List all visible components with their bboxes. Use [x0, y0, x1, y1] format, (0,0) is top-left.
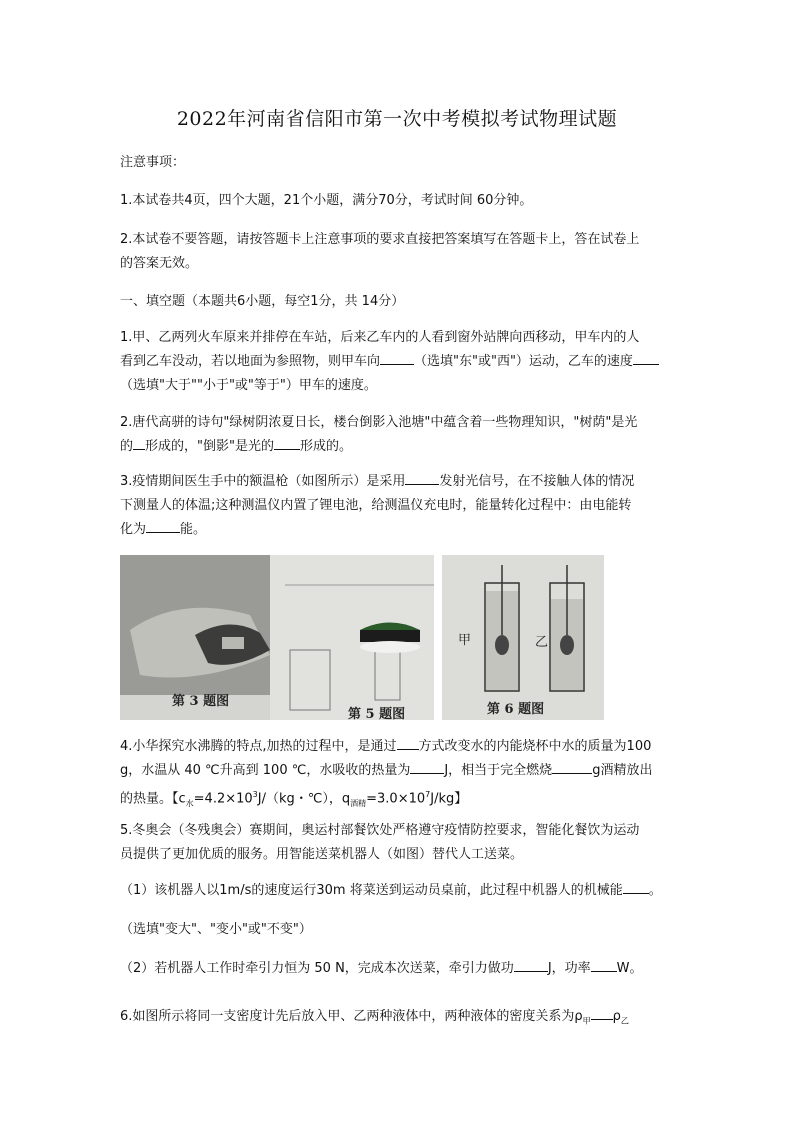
figure-q3-q5-drawing	[120, 555, 434, 720]
notice-heading: 注意事项：	[120, 155, 186, 170]
notice-item-1: 1.本试卷共4页，四个大题，21个小题，满分70分，考试时间 60分钟。	[120, 193, 533, 208]
notice-item-2: 2.本试卷不要答题，请按答题卡上注意事项的要求直接把答案填写在答题卡上，答在试卷上 的答案无效。	[120, 232, 640, 271]
question-5-part-1-hint: （选填"变大"、"变小"或"不变"）	[120, 922, 312, 937]
answer-blank[interactable]	[514, 957, 548, 972]
question-2: 2.唐代高骈的诗句"绿树阴浓夏日长，楼台倒影入池塘"中蕴含着一些物理知识，"树荫"是光 的 形成的，"倒影"是光的 形成的。	[120, 415, 638, 454]
caption-fig-6: 第 6 题图	[487, 702, 545, 717]
caption-fig-3: 第 3 题图	[172, 694, 230, 709]
answer-blank[interactable]	[633, 350, 659, 365]
question-1: 1.甲、乙两列火车原来并排停在车站，后来乙车内的人看到窗外站牌向西移动，甲车内的人 看到乙车没动，若以地面为参照物，则甲车向 （选填"东"或"西"）运动，乙车的速度 （选填"大于""小于"或"等于"）甲车的速度。	[120, 326, 680, 398]
answer-blank[interactable]	[410, 759, 444, 774]
answer-blank[interactable]	[380, 350, 414, 365]
figure-q6	[442, 555, 604, 720]
answer-blank[interactable]	[591, 957, 617, 972]
answer-blank[interactable]	[397, 735, 419, 750]
label-yi: 乙	[535, 635, 549, 650]
label-jia: 甲	[458, 633, 472, 648]
figure-q3-q5	[120, 555, 434, 720]
hotplate-icon	[360, 630, 420, 642]
question-6: 6.如图所示将同一支密度计先后放入甲、乙两种液体中，两种液体的密度关系为$\rho_甲$ $\rho_乙$	[120, 1005, 690, 1034]
answer-blank[interactable]	[146, 518, 180, 533]
question-3: 3.疫情期间医生手中的额温枪（如图所示）是采用 发射光信号，在不接触人体的情况 下测量人的体温;这种测温仪内置了锂电池，给测温仪充电时，能量转化过程中：由电能转 化为 能。	[120, 470, 680, 542]
question-5-stem: 5.冬奥会（冬残奥会）赛期间，奥运村部餐饮处严格遵守疫情防控要求，智能化餐饮为运动 员提供了更加优质的服务。用智能送菜机器人（如图）替代人工送菜。	[120, 823, 640, 862]
question-4: 4.小华探究水沸腾的特点,加热的过程中，是通过 方式改变水的内能烧杯中水的质量为100 g，水温从 40 ℃升高到 100 ℃，水吸收的热量为 J，相当于完全燃烧 g酒精放出 的热量。【$c_水=4.2\times 10^3J/(kg$・℃），$q_{酒精}=3.0\times 10^7J/kg$】	[120, 735, 680, 816]
answer-blank[interactable]	[623, 879, 649, 894]
question-5-part-1: （1）该机器人以1m/s的速度运行30m 将菜送到运动员桌前，此过程中机器人的机械能 。	[120, 879, 690, 903]
answer-blank[interactable]	[133, 435, 145, 450]
answer-blank[interactable]	[405, 470, 439, 485]
question-5-part-2: （2）若机器人工作时牵引力恒为 50 N，完成本次送菜，牵引力做功 J，功率 W。	[120, 957, 680, 981]
page-title: 2022年河南省信阳市第一次中考模拟考试物理试题	[176, 108, 618, 130]
answer-blank[interactable]	[274, 435, 300, 450]
section-heading-fill-in: 一、填空题（本题共6小题，每空1分，共 14分）	[120, 294, 405, 309]
answer-blank[interactable]	[552, 759, 592, 774]
caption-fig-5: 第 5 题图	[348, 707, 406, 720]
answer-blank[interactable]	[591, 1005, 613, 1020]
